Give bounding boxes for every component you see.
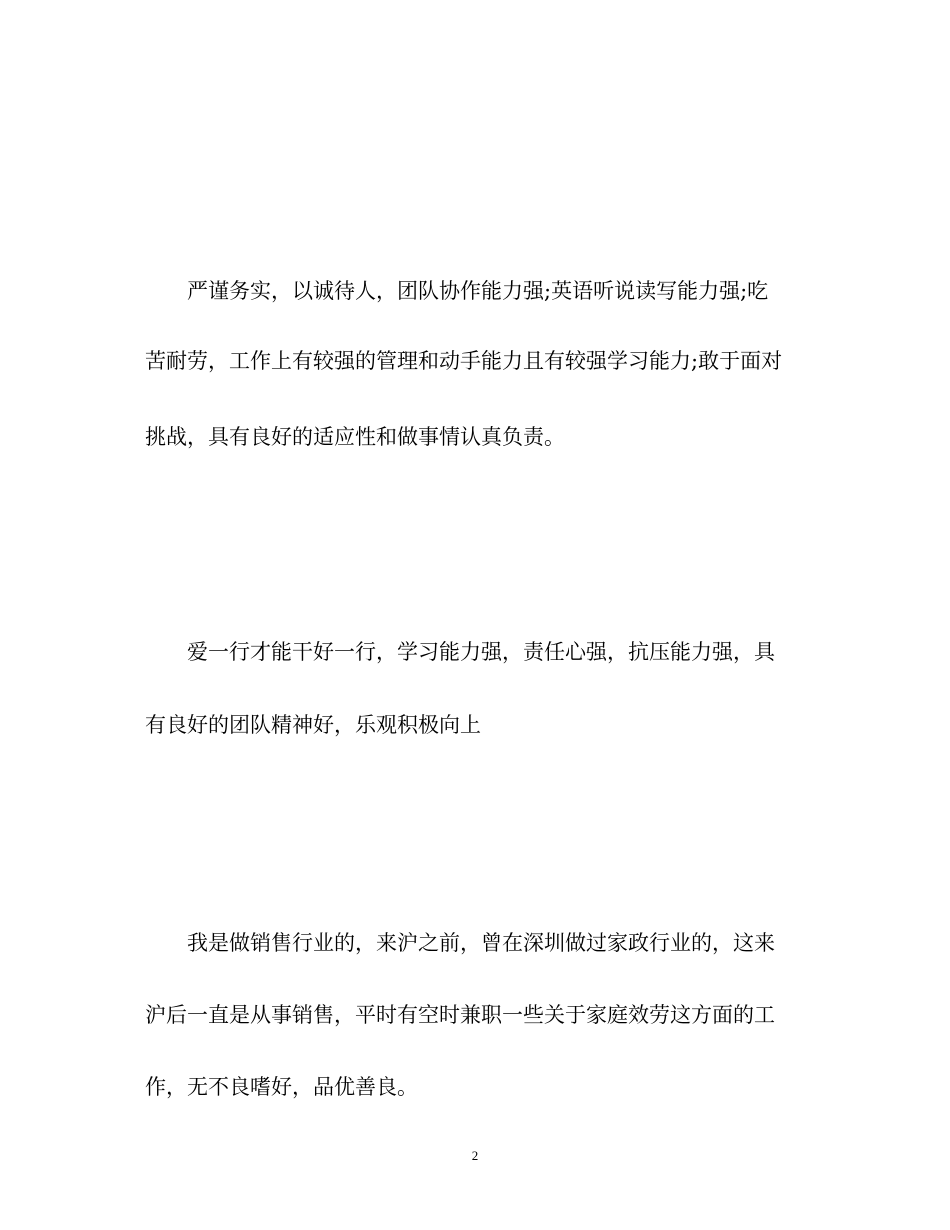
paragraph-2-line-1: 爱一行才能干好一行，学习能力强，责任心强，抗压能力强，具 <box>187 640 775 664</box>
paragraph-1-line-2: 苦耐劳，工作上有较强的管理和动手能力且有较强学习能力;敢于面对 <box>145 349 783 373</box>
paragraph-1-line-1: 严谨务实，以诚待人，团队协作能力强;英语听说读写能力强;吃 <box>187 279 769 303</box>
paragraph-3-line-1: 我是做销售行业的，来沪之前，曾在深圳做过家政行业的，这来 <box>187 931 775 955</box>
paragraph-3-line-3: 作，无不良嗜好，品优善良。 <box>145 1075 418 1099</box>
paragraph-1-line-3: 挑战，具有良好的适应性和做事情认真负责。 <box>145 425 565 449</box>
page-number: 2 <box>471 1148 479 1163</box>
paragraph-2-line-2: 有良好的团队精神好，乐观积极向上 <box>145 713 481 737</box>
paragraph-3-line-2: 沪后一直是从事销售，平时有空时兼职一些关于家庭效劳这方面的工 <box>145 1003 775 1027</box>
